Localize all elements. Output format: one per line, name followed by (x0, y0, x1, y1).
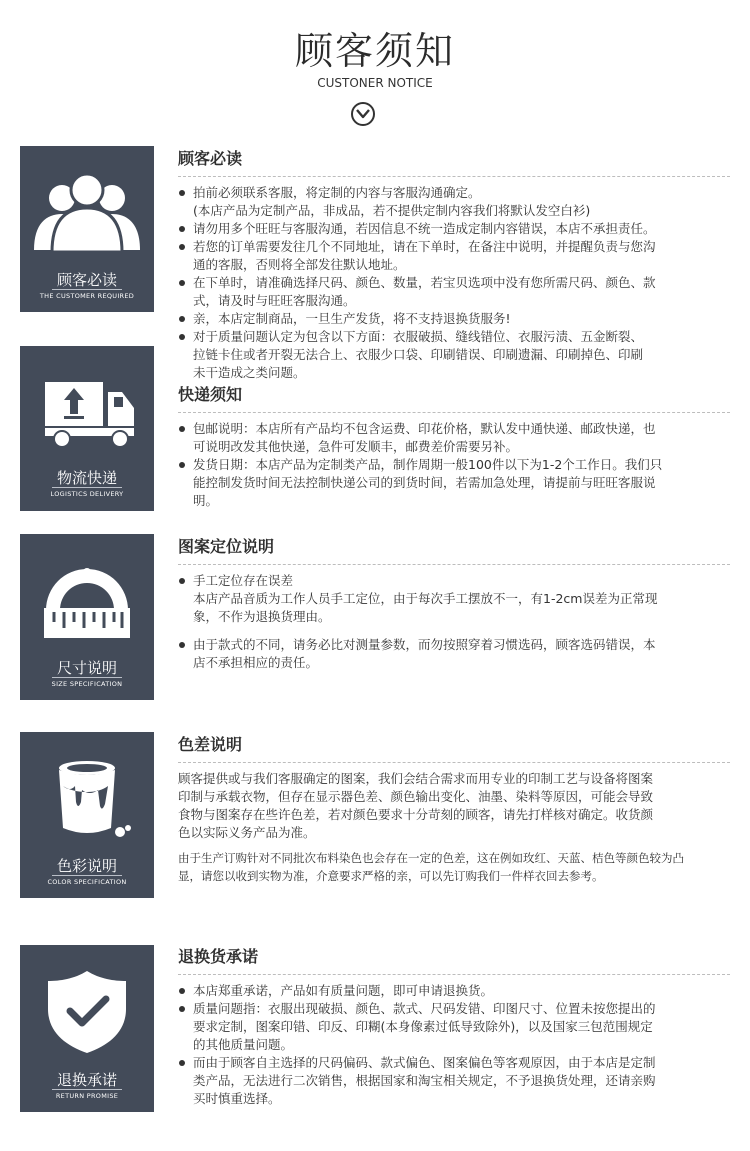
list-item (178, 1054, 730, 1108)
panel-color (20, 732, 154, 898)
panel-label-en: SIZE SPECIFICATION (51, 680, 123, 688)
list-item (178, 420, 730, 456)
list-item (178, 1000, 730, 1054)
panel-label-cn: 顾客必读 (56, 271, 117, 289)
section-divider (178, 762, 730, 763)
list-item-line: 手工定位存在误差 (193, 573, 294, 588)
list-item (178, 572, 730, 626)
panel-divider (52, 875, 122, 876)
color-paragraph (178, 849, 730, 885)
section-body (178, 770, 730, 885)
ruler-protractor-icon (20, 560, 154, 644)
panel-label-cn: 色彩说明 (56, 857, 117, 875)
list-item-line: 请勿用多个旺旺与客服沟通，若因信息不统一造成定制内容错误，本店不承担责任。 (193, 221, 656, 236)
section-body (178, 572, 730, 672)
list-item-line: 式，请及时与旺旺客服沟通。 (193, 293, 356, 308)
list-item (178, 274, 730, 310)
list-item (178, 310, 730, 328)
panel-divider (52, 487, 122, 488)
panel-label-cn: 退换承诺 (56, 1071, 117, 1089)
panel-label-en: COLOR SPECIFICATION (47, 878, 127, 886)
section-title: 色差说明 (178, 735, 243, 754)
section-divider (178, 412, 730, 413)
list-item-line: 拉链卡住或者开裂无法合上、衣服少口袋、印刷错误、印刷遗漏、印刷掉色、印刷 (193, 347, 644, 362)
list-item-line: 本店产品音质为工作人员手工定位，由于每次手工摆放不一，有1-2cm误差为正常现 (193, 591, 658, 606)
paragraph-line: 显，请您以收到实物为准，介意要求严格的亲，可以先订购我们一件样衣回去参考。 (178, 869, 604, 883)
list-item-line: 质量问题指：衣服出现破损、颜色、款式、尺码发错、印图尺寸、位置未按您提出的 (193, 1001, 656, 1016)
paragraph-line: 食物与图案存在些许色差，若对颜色要求十分苛刻的顾客，请先打样核对确定。收货颜 (178, 807, 654, 822)
section-divider (178, 974, 730, 975)
list-item (178, 456, 730, 510)
list-item (178, 238, 730, 274)
chevron-down-circle-icon (351, 102, 375, 126)
list-item-line: (本店产品为定制产品，非成品，若不提供定制内容我们将默认发空白衫) (193, 203, 591, 218)
panel-label-cn: 尺寸说明 (56, 659, 117, 677)
list-item-line: 对于质量问题认定为包含以下方面：衣服破损、缝线错位、衣服污渍、五金断裂、 (193, 329, 644, 344)
section-must-read (178, 149, 730, 380)
list-item-line: 亲，本店定制商品，一旦生产发货，将不支持退换货服务! (193, 311, 511, 326)
list-item-line: 店不承担相应的责任。 (193, 655, 319, 670)
list-item (178, 184, 730, 220)
list-item-line: 由于款式的不同，请务必比对测量参数，而勿按照穿着习惯选码，顾客选码错误，本 (193, 637, 656, 652)
list-item-line: 象，不作为退换货理由。 (193, 609, 331, 624)
paint-bucket-icon (20, 754, 154, 848)
list-item-line: 的其他质量问题。 (193, 1037, 294, 1052)
people-icon (20, 168, 154, 258)
shield-check-icon (20, 965, 154, 1057)
section-color (178, 735, 730, 883)
section-title: 图案定位说明 (178, 537, 275, 556)
list-item-line: 通的客服，否则将全部发往默认地址。 (193, 257, 406, 272)
list-item (178, 220, 730, 238)
list-item-line: 本店郑重承诺，产品如有质量问题，即可申请退换货。 (193, 983, 494, 998)
panel-size (20, 534, 154, 700)
list-item-line: 拍前必须联系客服，将定制的内容与客服沟通确定。 (193, 185, 481, 200)
list-item-line: 类产品，无法进行二次销售，根据国家和淘宝相关规定，不予退换货处理，还请亲购 (193, 1073, 656, 1088)
section-divider (178, 176, 730, 177)
truck-icon (20, 372, 154, 452)
section-title: 顾客必读 (178, 149, 243, 168)
section-body (178, 982, 730, 1108)
list-item-line: 发货日期：本店产品为定制类产品，制作周期一般100件以下为1-2个工作日。我们只 (193, 457, 663, 472)
panel-customer-required (20, 146, 154, 312)
page-title: 顾客须知 (294, 29, 455, 73)
list-item-line: 在下单时，请准确选择尺码、颜色、数量，若宝贝选项中没有您所需尺码、颜色、款 (193, 275, 656, 290)
panel-divider (52, 1089, 122, 1090)
section-position (178, 537, 730, 670)
panel-logistics (20, 346, 154, 511)
section-title: 退换货承诺 (178, 947, 259, 966)
list-item-line: 若您的订单需要发往几个不同地址，请在下单时，在备注中说明，并提醒负责与您沟 (193, 239, 656, 254)
section-body (178, 420, 730, 510)
list-item-line: 要求定制，图案印错、印反、印糊(本身像素过低导致除外)，以及国家三包范围规定 (193, 1019, 653, 1034)
list-item (178, 636, 730, 672)
page-subtitle: CUSTONER NOTICE (317, 76, 433, 90)
panel-divider (52, 289, 122, 290)
color-paragraph (178, 770, 730, 842)
list-item-line: 未干造成之类问题。 (193, 365, 306, 380)
section-title: 快递须知 (178, 385, 243, 404)
list-item-line: 明。 (193, 493, 219, 508)
panel-return (20, 945, 154, 1112)
paragraph-line: 由于生产订购针对不同批次布料染色也会存在一定的色差，这在例如玫红、天蓝、桔色等颜色较为凸 (178, 851, 684, 865)
panel-label-en: THE CUSTOMER REQUIRED (39, 292, 135, 300)
list-item-line: 买时慎重选择。 (193, 1091, 281, 1106)
panel-divider (52, 677, 122, 678)
paragraph-line: 印制与承载衣物，但存在显示器色差、颜色输出变化、油墨、染料等原因，可能会导致 (178, 789, 654, 804)
list-item (178, 982, 730, 1000)
list-item-line: 包邮说明：本店所有产品均不包含运费、印花价格，默认发中通快递、邮政快递，也 (193, 421, 656, 436)
list-item-line: 而由于顾客自主选择的尺码偏码、款式偏色、图案偏色等客观原因，由于本店是定制 (193, 1055, 656, 1070)
section-return (178, 947, 730, 1106)
paragraph-line: 顾客提供或与我们客服确定的图案，我们会结合需求而用专业的印制工艺与设备将图案 (178, 771, 654, 786)
section-divider (178, 564, 730, 565)
list-item-line: 可说明改发其他快递，急件可发顺丰，邮费差价需要另补。 (193, 439, 519, 454)
panel-label-en: RETURN PROMISE (55, 1092, 119, 1100)
page-header (0, 0, 750, 140)
list-item (178, 328, 730, 382)
paragraph-line: 色以实际义务产品为准。 (178, 825, 316, 840)
panel-label-cn: 物流快递 (56, 469, 117, 487)
section-delivery (178, 385, 730, 508)
list-item-line: 能控制发货时间无法控制快递公司的到货时间，若需加急处理，请提前与旺旺客服说 (193, 475, 656, 490)
section-body (178, 184, 730, 382)
panel-label-en: LOGISTICS DELIVERY (50, 490, 124, 498)
